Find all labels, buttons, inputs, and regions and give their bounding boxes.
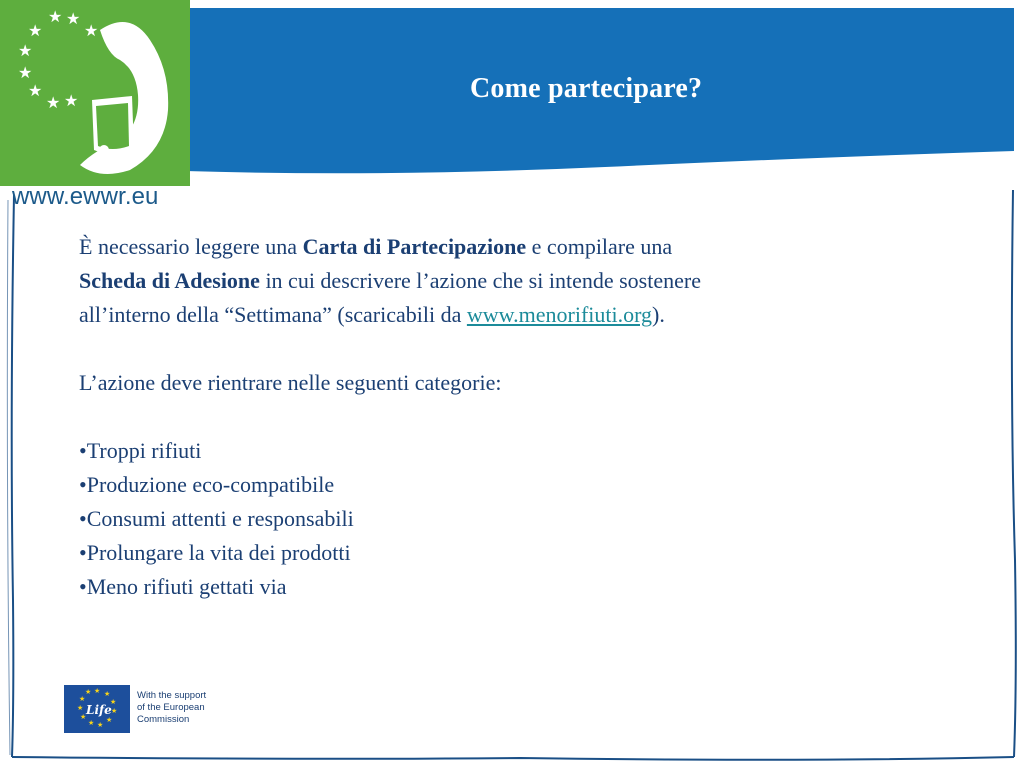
intro-text: in cui descrivere l’azione che si intende sostenere [259,268,701,293]
svg-text:★: ★ [66,9,81,28]
intro-text: e compilare una [526,234,673,259]
category-item: •Produzione eco-compatibile [79,472,335,497]
intro-text: È necessario leggere una [79,234,303,259]
hand-holding-bin-with-stars-icon [0,0,190,186]
svg-text:★: ★ [88,719,95,727]
svg-text:★: ★ [48,7,63,26]
life-logo-text: Life [86,703,112,717]
eu-life-logo [64,685,130,733]
svg-text:★: ★ [94,687,101,695]
category-item: •Consumi attenti e responsabili [79,506,354,531]
svg-text:★: ★ [104,690,111,698]
menorifiuti-link[interactable]: www.menorifiuti.org [466,302,653,327]
category-item: •Troppi rifiuti [79,438,202,463]
eu-stars-icon [64,685,130,733]
site-url[interactable]: www.ewwr.eu [12,183,159,210]
svg-text:★: ★ [80,713,87,721]
svg-text:★: ★ [46,93,61,112]
svg-text:★: ★ [85,688,92,696]
intro-paragraph [79,230,929,332]
svg-text:★: ★ [110,698,117,706]
svg-text:★: ★ [84,21,99,40]
svg-text:★: ★ [106,716,113,724]
categories-intro: L’azione deve rientrare nelle seguenti categorie: [79,370,502,395]
scheda-adesione-label: Scheda di Adesione [79,268,260,293]
header-wave-edge [185,133,1014,193]
support-line: of the European [137,702,205,713]
category-item: •Prolungare la vita dei prodotti [79,540,351,565]
svg-text:★: ★ [28,81,43,100]
categories-list [79,434,929,604]
svg-text:★: ★ [77,704,84,712]
support-line: Commission [137,714,190,725]
svg-text:★: ★ [79,695,86,703]
svg-text:★: ★ [97,721,104,729]
carta-partecipazione-label: Carta di Partecipazione [302,234,527,259]
page-title: Come partecipare? [470,73,703,104]
slide-body [79,230,929,604]
eu-support-text [137,690,227,726]
svg-text:★: ★ [18,41,33,60]
svg-text:★: ★ [18,63,33,82]
intro-text: ). [652,302,665,327]
svg-text:★: ★ [111,707,118,715]
category-item: •Meno rifiuti gettati via [79,574,287,599]
svg-text:★: ★ [28,21,43,40]
svg-text:★: ★ [64,91,79,110]
support-line: With the support [137,690,207,701]
intro-text: all’interno della “Settimana” (scaricabili da [79,302,467,327]
ewwr-logo [0,0,190,186]
